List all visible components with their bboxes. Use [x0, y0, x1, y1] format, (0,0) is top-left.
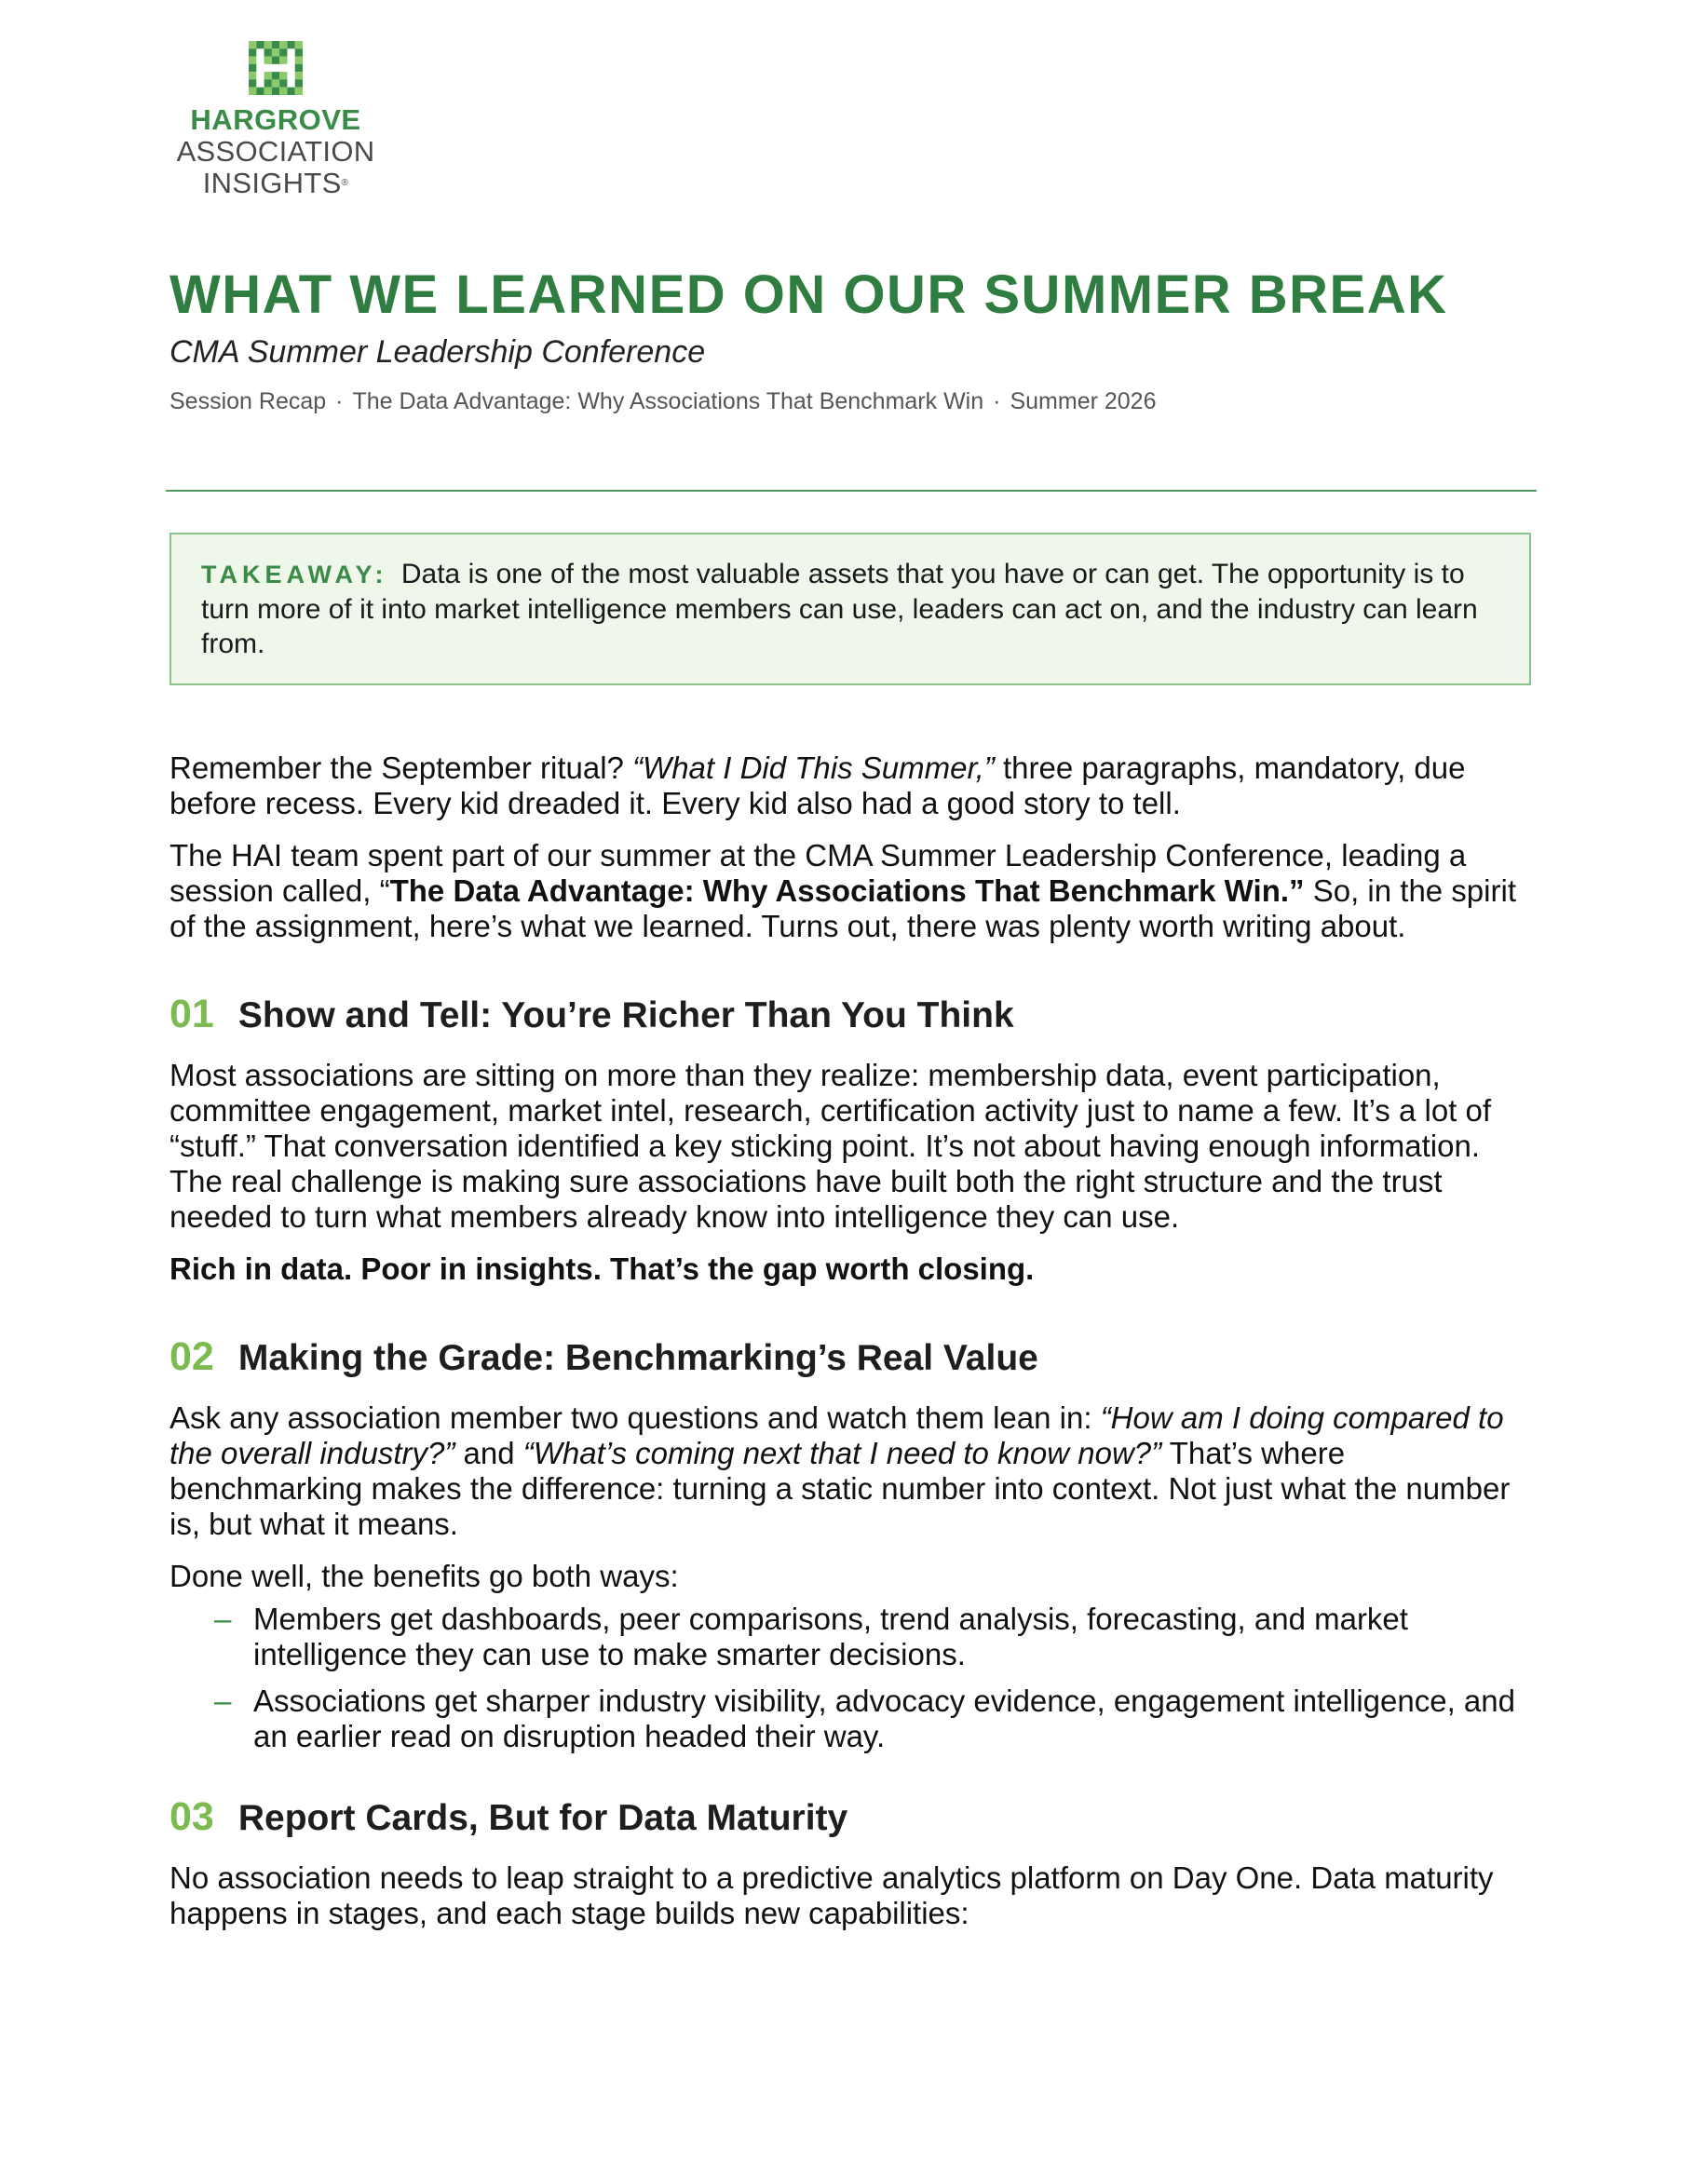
logo-pixel [287, 41, 294, 48]
dash-marker: – [214, 1602, 232, 1636]
page-title: WHAT WE LEARNED ON OUR SUMMER BREAK [169, 264, 1448, 325]
logo-pixel [264, 72, 272, 79]
takeaway-label: TAKEAWAY: [201, 561, 388, 588]
meta-date: Summer 2026 [1010, 388, 1157, 414]
logo-text-association: ASSOCIATION [176, 135, 375, 168]
meta-type: Session Recap [169, 388, 327, 414]
dash-marker: – [214, 1684, 232, 1718]
logo-pixel [272, 72, 279, 79]
intro-paragraph-1: Remember the September ritual? “What I Did This Summer,” three paragraphs, mandatory, due before recess. Every kid dreaded it. Every kid also had a good story to tell. [169, 751, 1466, 820]
logo-text-insights: INSIGHTS® [202, 167, 349, 199]
section-01-heading [169, 993, 1539, 1037]
logo-pixel [249, 72, 256, 79]
logo-pixel [264, 79, 272, 87]
logo-text-hargrove: HARGROVE [190, 103, 361, 136]
logo-pixel [279, 72, 287, 79]
logo-pixel [279, 88, 287, 95]
section-title: Making the Grade: Benchmarking’s Real Value [237, 1338, 1038, 1378]
logo-pixel [279, 48, 287, 56]
logo-pixel [295, 79, 303, 87]
header-divider [166, 490, 1537, 492]
logo-pixel [249, 88, 256, 95]
article-body [169, 751, 1539, 1948]
section-01-paragraph: Most associations are sitting on more than they realize: membership data, event participation, committee engagement, market intel, research, certification activity just to name a few. It’s a lot of “stuff.” That conversation identified a key sticking point. It’s not about having enough information. The real challenge is making sure associations have built both the right structure and the trust needed to turn what members already know into intelligence they can use. [169, 1058, 1492, 1234]
section-01-callout: Rich in data. Poor in insights. That’s the gap worth closing. [169, 1251, 1035, 1286]
takeaway-box [169, 533, 1531, 685]
section-02-paragraph-2: Done well, the benefits go both ways: [169, 1559, 679, 1593]
logo-pixel [264, 88, 272, 95]
logo-pixel [295, 41, 303, 48]
section-title: Report Cards, But for Data Maturity [237, 1798, 848, 1838]
logo-pixel [256, 88, 264, 95]
logo-pixel [295, 64, 303, 72]
section-number: 02 [169, 1334, 214, 1379]
logo-pixel [249, 48, 256, 56]
list-item: – Members get dashboards, peer comparisons, trend analysis, forecasting, and market intelligence they can use to make smarter decisions. [214, 1602, 1408, 1671]
section-02-heading [169, 1335, 1539, 1380]
logo-pixel [279, 57, 287, 64]
logo-pixel [256, 41, 264, 48]
logo-pixel [295, 72, 303, 79]
logo-pixel [264, 57, 272, 64]
logo-pixel [249, 79, 256, 87]
company-logo [164, 41, 387, 199]
meta-session: The Data Advantage: Why Associations That Benchmark Win [352, 388, 984, 414]
logo-pixel [295, 57, 303, 64]
meta-separator: · [335, 388, 344, 414]
logo-pixel [279, 41, 287, 48]
takeaway-text: Data is one of the most valuable assets that you have or can get. The opportunity is to turn more of it into market intelligence members can use, leaders can act on, and the industry can learn from. [201, 559, 1478, 659]
logo-pixel [287, 88, 294, 95]
logo-pixel [249, 57, 256, 64]
logo-pixel [272, 48, 279, 56]
logo-pixel [272, 41, 279, 48]
section-02-paragraph-1: Ask any association member two questions and watch them lean in: “How am I doing compared to the overall industry?” and “What’s coming next that I need to know now?” That’s where benchmarking makes the difference: turning a static number into context. Not just what the number is, but what it means. [169, 1400, 1511, 1541]
logo-pixel [264, 48, 272, 56]
logo-pixel [279, 79, 287, 87]
benefits-list [169, 1602, 1539, 1754]
trademark-symbol: ® [341, 178, 349, 188]
logo-pixel [264, 41, 272, 48]
intro-paragraph-2: The HAI team spent part of our summer at the CMA Summer Leadership Conference, leading a session called, “The Data Advantage: Why Associations That Benchmark Win.” So, in the spirit of the assignment, here’s what we learned. Turns out, there was plenty worth writing about. [169, 838, 1516, 943]
logo-pixel [272, 88, 279, 95]
section-03-paragraph: No association needs to leap straight to a predictive analytics platform on Day One. Data maturity happens in stages, and each stage builds new capabilities: [169, 1860, 1494, 1930]
page-subtitle: CMA Summer Leadership Conference [169, 334, 706, 370]
logo-h-mark-icon [249, 41, 303, 95]
list-item: – Associations get sharper industry visibility, advocacy evidence, engagement intelligence, and an earlier read on disruption headed their way. [214, 1684, 1515, 1753]
logo-pixel [295, 48, 303, 56]
logo-pixel [249, 64, 256, 72]
section-number: 03 [169, 1794, 214, 1839]
logo-pixel [249, 41, 256, 48]
meta-separator: · [993, 388, 1001, 414]
logo-pixel [272, 57, 279, 64]
meta-line [169, 386, 1157, 416]
section-title: Show and Tell: You’re Richer Than You Think [237, 995, 1014, 1035]
section-03-heading [169, 1795, 1539, 1840]
section-number: 01 [169, 992, 214, 1036]
logo-pixel [295, 88, 303, 95]
logo-pixel [272, 79, 279, 87]
